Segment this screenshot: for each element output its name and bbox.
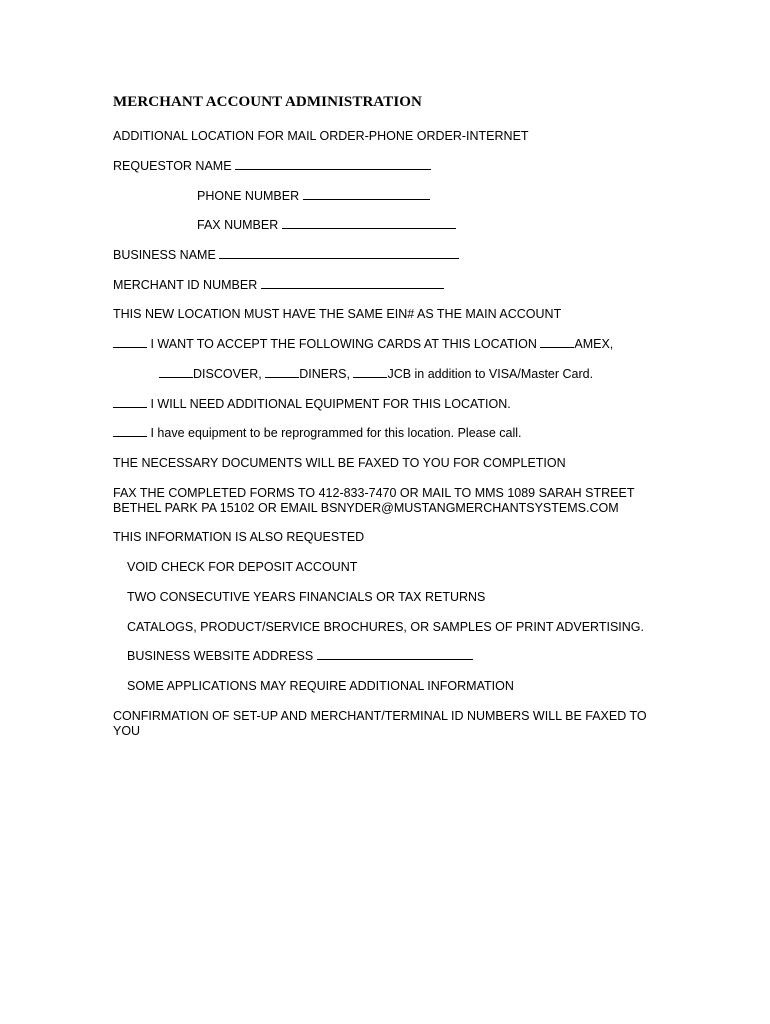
requestor-name-field[interactable]	[235, 159, 431, 170]
form-title: MERCHANT ACCOUNT ADMINISTRATION	[113, 94, 422, 110]
business-name-label: BUSINESS NAME	[113, 248, 216, 262]
requested-item: VOID CHECK FOR DEPOSIT ACCOUNT	[127, 560, 358, 574]
merchant-id-field[interactable]	[261, 278, 444, 289]
fax-number-row	[197, 218, 456, 233]
merchant-id-row	[113, 278, 444, 293]
ein-notice: THIS NEW LOCATION MUST HAVE THE SAME EIN# AS THE MAIN ACCOUNT	[113, 307, 562, 321]
equipment-label: I WILL NEED ADDITIONAL EQUIPMENT FOR THIS LOCATION.	[147, 397, 511, 411]
phone-number-label: PHONE NUMBER	[197, 189, 300, 203]
also-requested-heading: THIS INFORMATION IS ALSO REQUESTED	[113, 530, 365, 544]
fax-number-field[interactable]	[282, 218, 456, 229]
jcb-label: JCB in addition to VISA/Master Card.	[387, 367, 594, 381]
equipment-row	[113, 397, 511, 412]
confirmation-notice: CONFIRMATION OF SET-UP AND MERCHANT/TERMINAL ID NUMBERS WILL BE FAXED TO YOU	[113, 709, 647, 738]
requested-item: SOME APPLICATIONS MAY REQUIRE ADDITIONAL INFORMATION	[127, 679, 514, 693]
fax-instructions-line1: FAX THE COMPLETED FORMS TO 412-833-7470 OR MAIL TO MMS 1089 SARAH STREET	[113, 486, 635, 500]
fax-number-label: FAX NUMBER	[197, 218, 279, 232]
merchant-id-label: MERCHANT ID NUMBER	[113, 278, 258, 292]
diners-label: DINERS,	[299, 367, 354, 381]
website-address-field[interactable]	[317, 649, 473, 660]
amex-checkbox[interactable]	[540, 337, 574, 348]
fax-instructions-line2: BETHEL PARK PA 15102 OR EMAIL BSNYDER@MUSTANGMERCHANTSYSTEMS.COM	[113, 501, 619, 515]
reprogram-checkbox[interactable]	[113, 426, 147, 437]
business-name-field[interactable]	[219, 248, 459, 259]
requestor-name-label: REQUESTOR NAME	[113, 159, 232, 173]
discover-checkbox[interactable]	[159, 367, 193, 378]
discover-label: DISCOVER,	[193, 367, 266, 381]
diners-checkbox[interactable]	[265, 367, 299, 378]
jcb-checkbox[interactable]	[353, 367, 387, 378]
amex-label: AMEX,	[574, 337, 614, 351]
phone-number-field[interactable]	[303, 189, 430, 200]
website-row	[127, 649, 473, 664]
cards-row	[113, 337, 613, 352]
accept-cards-label: I WANT TO ACCEPT THE FOLLOWING CARDS AT THIS LOCATION	[147, 337, 541, 351]
equipment-checkbox[interactable]	[113, 397, 147, 408]
requested-item: CATALOGS, PRODUCT/SERVICE BROCHURES, OR SAMPLES OF PRINT ADVERTISING.	[127, 620, 644, 634]
phone-number-row	[197, 189, 430, 204]
requested-item: TWO CONSECUTIVE YEARS FINANCIALS OR TAX RETURNS	[127, 590, 486, 604]
cards-row-2	[159, 367, 593, 382]
documents-notice: THE NECESSARY DOCUMENTS WILL BE FAXED TO YOU FOR COMPLETION	[113, 456, 566, 470]
form-subtitle: ADDITIONAL LOCATION FOR MAIL ORDER-PHONE ORDER-INTERNET	[113, 129, 529, 143]
reprogram-row	[113, 426, 522, 441]
accept-cards-checkbox[interactable]	[113, 337, 147, 348]
requestor-name-row	[113, 159, 431, 174]
requested-item: BUSINESS WEBSITE ADDRESS	[127, 649, 314, 663]
reprogram-label: I have equipment to be reprogrammed for this location. Please call.	[147, 426, 522, 440]
business-name-row	[113, 248, 459, 263]
